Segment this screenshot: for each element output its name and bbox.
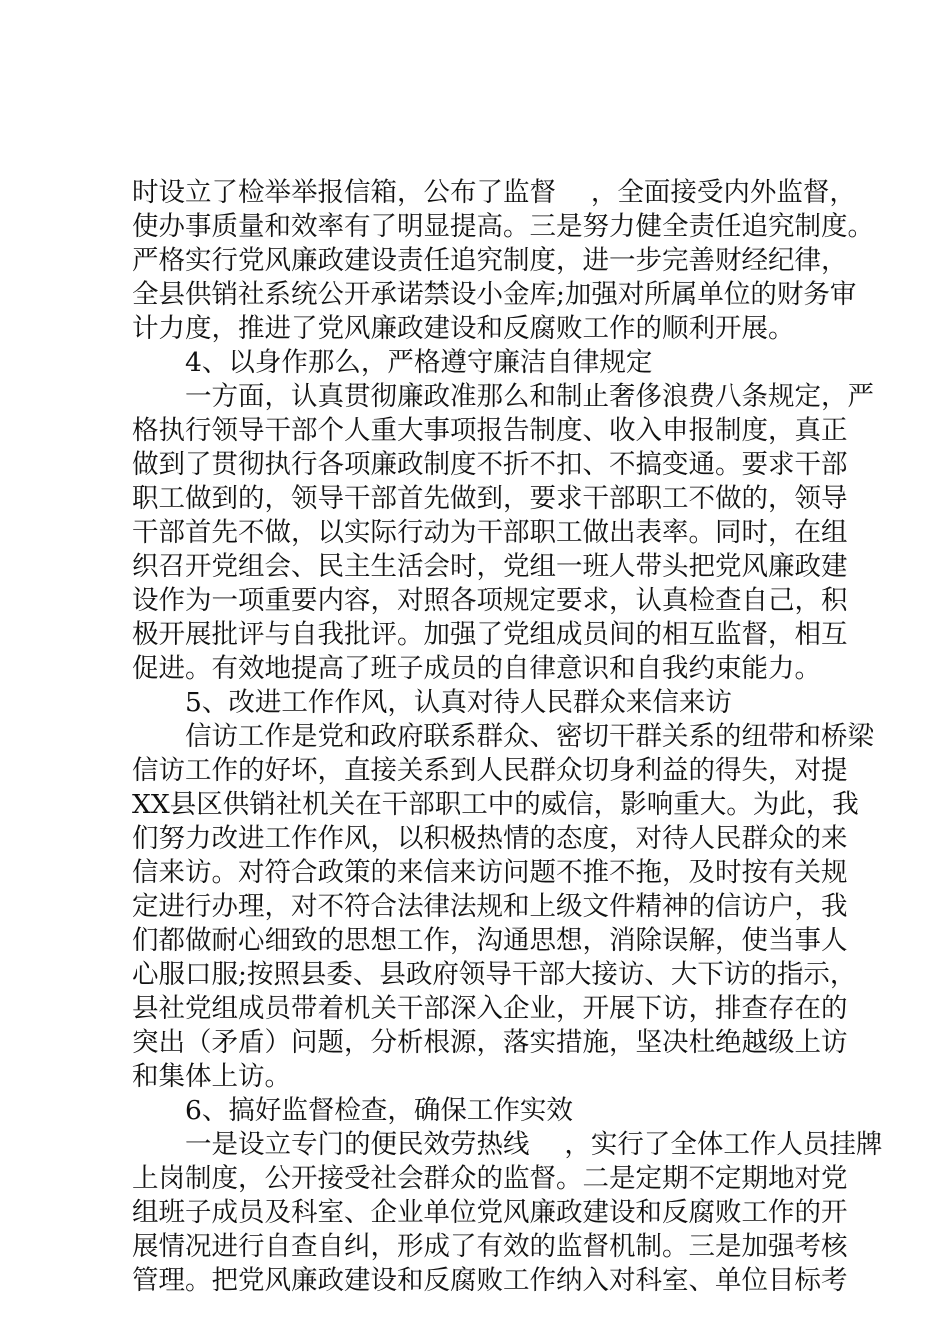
text-line: 县社党组成员带着机关干部深入企业，开展下访，排查存在的 <box>132 993 848 1024</box>
text-line: 一是设立专门的便民效劳热线 ，实行了全体工作人员挂牌 <box>132 1129 883 1160</box>
text-line: XX县区供销社机关在干部职工中的威信，影响重大。为此，我 <box>132 789 859 820</box>
text-line: 严格实行党风廉政建设责任追究制度，进一步完善财经纪律， <box>132 245 848 276</box>
text-line: 极开展批评与自我批评。加强了党组成员间的相互监督，相互 <box>132 619 848 650</box>
text-line: 全县供销社系统公开承诺禁设小金库;加强对所属单位的财务审 <box>132 279 857 310</box>
text-line: 计力度，推进了党风廉政建设和反腐败工作的顺利开展。 <box>132 313 795 344</box>
text-line: 定进行办理，对不符合法律法规和上级文件精神的信访户，我 <box>132 891 848 922</box>
text-line: 心服口服;按照县委、县政府领导干部大接访、大下访的指示， <box>132 959 857 990</box>
text-line: 促进。有效地提高了班子成员的自律意识和自我约束能力。 <box>132 653 821 684</box>
text-line: 使办事质量和效率有了明显提高。三是努力健全责任追究制度。 <box>132 211 874 242</box>
text-line: 信来访。对符合政策的来信来访问题不推不拖，及时按有关规 <box>132 857 848 888</box>
text-line: 织召开党组会、民主生活会时，党组一班人带头把党风廉政建 <box>132 551 848 582</box>
text-line: 一方面，认真贯彻廉政准那么和制止奢侈浪费八条规定，严 <box>132 381 874 412</box>
text-line: 们努力改进工作作风，以积极热情的态度，对待人民群众的来 <box>132 823 848 854</box>
text-line: 信访工作的好坏，直接关系到人民群众切身利益的得失，对提 <box>132 755 848 786</box>
text-line: 时设立了检举举报信箱，公布了监督 ，全面接受内外监督， <box>132 177 856 208</box>
text-line: 干部首先不做，以实际行动为干部职工做出表率。同时，在组 <box>132 517 848 548</box>
text-line: 和集体上访。 <box>132 1061 291 1092</box>
text-line: 做到了贯彻执行各项廉政制度不折不扣、不搞变通。要求干部 <box>132 449 848 480</box>
text-line: 们都做耐心细致的思想工作，沟通思想，消除误解，使当事人 <box>132 925 848 956</box>
text-line: 职工做到的，领导干部首先做到，要求干部职工不做的，领导 <box>132 483 848 514</box>
text-line: 设作为一项重要内容，对照各项规定要求，认真检查自己，积 <box>132 585 848 616</box>
text-line: 管理。把党风廉政建设和反腐败工作纳入对科室、单位目标考 <box>132 1265 848 1296</box>
text-line: 上岗制度，公开接受社会群众的监督。二是定期不定期地对党 <box>132 1163 848 1194</box>
text-line: 展情况进行自查自纠，形成了有效的监督机制。三是加强考核 <box>132 1231 848 1262</box>
section-heading-6: 6、搞好监督检查，确保工作实效 <box>132 1095 573 1126</box>
text-line: 组班子成员及科室、企业单位党风廉政建设和反腐败工作的开 <box>132 1197 848 1228</box>
section-heading-4: 4、以身作那么，严格遵守廉洁自律规定 <box>132 347 653 378</box>
section-heading-5: 5、改进工作作风，认真对待人民群众来信来访 <box>132 687 732 718</box>
text-line: 突出（矛盾）问题，分析根源，落实措施，坚决杜绝越级上访 <box>132 1027 848 1058</box>
text-line: 格执行领导干部个人重大事项报告制度、收入申报制度，真正 <box>132 415 848 446</box>
text-line: 信访工作是党和政府联系群众、密切干群关系的纽带和桥梁 <box>132 721 874 752</box>
